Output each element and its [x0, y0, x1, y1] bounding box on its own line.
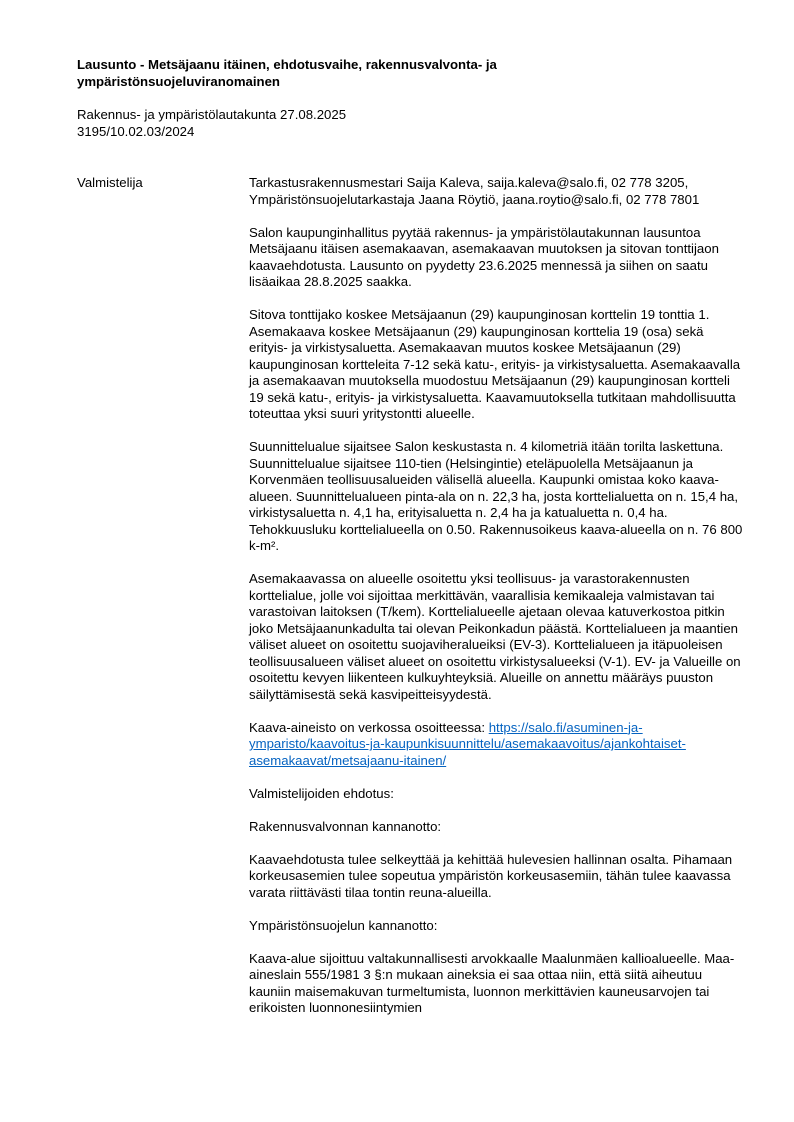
- meeting-info: [77, 107, 346, 140]
- heading-proposal: Valmistelijoiden ehdotus:: [249, 785, 394, 801]
- meeting-date: Rakennus- ja ympäristölautakunta 27.08.2025: [77, 107, 347, 122]
- paragraph-request: Salon kaupunginhallitus pyytää rakennus- ja ympäristölautakunnan lausuntoa Metsäjaanu itäisen asemakaavan, asemakaavan muutoksen ja sitovan tonttijaon kaavaehdotusta. Lausunto on pyydetty 23.6.2025 mennessä ja siihen on saatu lisäaikaa 28.8.2025 saakka.: [249, 224, 719, 289]
- material-prefix: Kaava-aineisto on verkossa osoitteessa:: [249, 719, 489, 735]
- heading-environment: Ympäristönsuojelun kannanotto:: [249, 917, 438, 933]
- document-body: [249, 175, 744, 1033]
- preparers-text: Tarkastusrakennusmestari Saija Kaleva, saija.kaleva@salo.fi, 02 778 3205, Ympäristönsuojelutarkastaja Jaana Röytiö, jaana.roytio@salo.fi, 02 778 7801: [249, 175, 700, 207]
- paragraph-plan-content: Asemakaavassa on alueelle osoitettu yksi teollisuus- ja varastorakennusten korttelialue, jolle voi sijoittaa merkittävän, vaarallisia kemikaaleja valmistavan tai varastoivan laitoksen (T/kem). Korttelialueelle ajetaan olevaa katuverkostoa pitkin joko Metsäjaanunkadulta tai olevan Peikonkadun päästä. Korttelialueen ja maantien väliset alueet on osoitettu suojaviheralueiksi (EV-3). Korttelialueen ja itäpuoleisen teollisuusalueen väliset alueet on osoitettu virkistysalueeksi (V-1). EV- ja Valueille on osoitettu kevyen liikenteen kulkuyhteyksiä. Alueille on annettu määräys puuston säilyttämisestä sekä kasvipeitteisyydestä.: [249, 571, 741, 702]
- case-number: 3195/10.02.03/2024: [77, 123, 195, 139]
- paragraph-material: [249, 720, 744, 770]
- paragraph-plot-division: Sitova tonttijako koskee Metsäjaanun (29) kaupunginosan korttelin 19 tonttia 1. Asemakaava koskee Metsäjaanun (29) kaupunginosan korttelia 19 (osa) sekä erityis- ja virkistysaluetta. Asemakaavan muutos koskee Metsäjaanun (29) kaupunginosan kortteleita 7-12 sekä katu-, erityis- ja virkistysaluetta. Asemakaavalla ja asemakaavan muutoksella muodostuu Metsäjaanun (29) kaupunginosan kortteli 19 sekä katu-, erityis- ja virkistysaluetta. Kaavamuutoksella tutkitaan mahdollisuutta toteuttaa yksi suuri yritystontti alueelle.: [249, 307, 741, 421]
- heading-building-control: Rakennusvalvonnan kannanotto:: [249, 818, 442, 834]
- plan-material-link[interactable]: https://salo.fi/asuminen-ja-ymparisto/kaavoitus-ja-kaupunkisuunnittelu/asemakaavoitus/ajankohtaiset-asemakaavat/metsajaanu-itainen/: [249, 719, 686, 768]
- paragraph-environment: Kaava-alue sijoittuu valtakunnallisesti arvokkaalle Maalunmäen kallioalueelle. Maa-aineslain 555/1981 3 §:n mukaan aineksia ei saa ottaa niin, että siitä aiheutuu kauniin maisemakuvan turmeltumista, luonnon merkittävien kauneusarvojen tai erikoisten luonnonesiintymien: [249, 950, 735, 1015]
- document-title: Lausunto - Metsäjaanu itäinen, ehdotusvaihe, rakennusvalvonta- ja ympäristönsuojeluviranomainen: [77, 57, 497, 89]
- paragraph-building-control: Kaavaehdotusta tulee selkeyttää ja kehittää hulevesien hallinnan osalta. Pihamaan korkeusasemien tulee sopeutua ympäristön korkeusasemiin, tähän tulee kaavassa varata riittävästi tilaa tontin reuna-alueilla.: [249, 851, 733, 900]
- paragraph-location: Suunnittelualue sijaitsee Salon keskustasta n. 4 kilometriä itään torilta laskettuna. Suunnittelualue sijaitsee 110-tien (Helsingintie) eteläpuolella Metsäjaanun ja Korvenmäen teollisuusalueiden välisellä alueella. Kaupunki omistaa koko kaava-alueen. Suunnittelualueen pinta-ala on n. 22,3 ha, josta korttelialuetta on n. 15,4 ha, virkistysaluetta n. 4,1 ha, erityisaluetta n. 2,4 ha ja katualuetta n. 0,4 ha. Tehokkuusluku korttelialueella on 0.50. Rakennusoikeus kaava-alueella on n. 76 800 k-m².: [249, 439, 743, 553]
- preparer-label: Valmistelija: [77, 175, 143, 190]
